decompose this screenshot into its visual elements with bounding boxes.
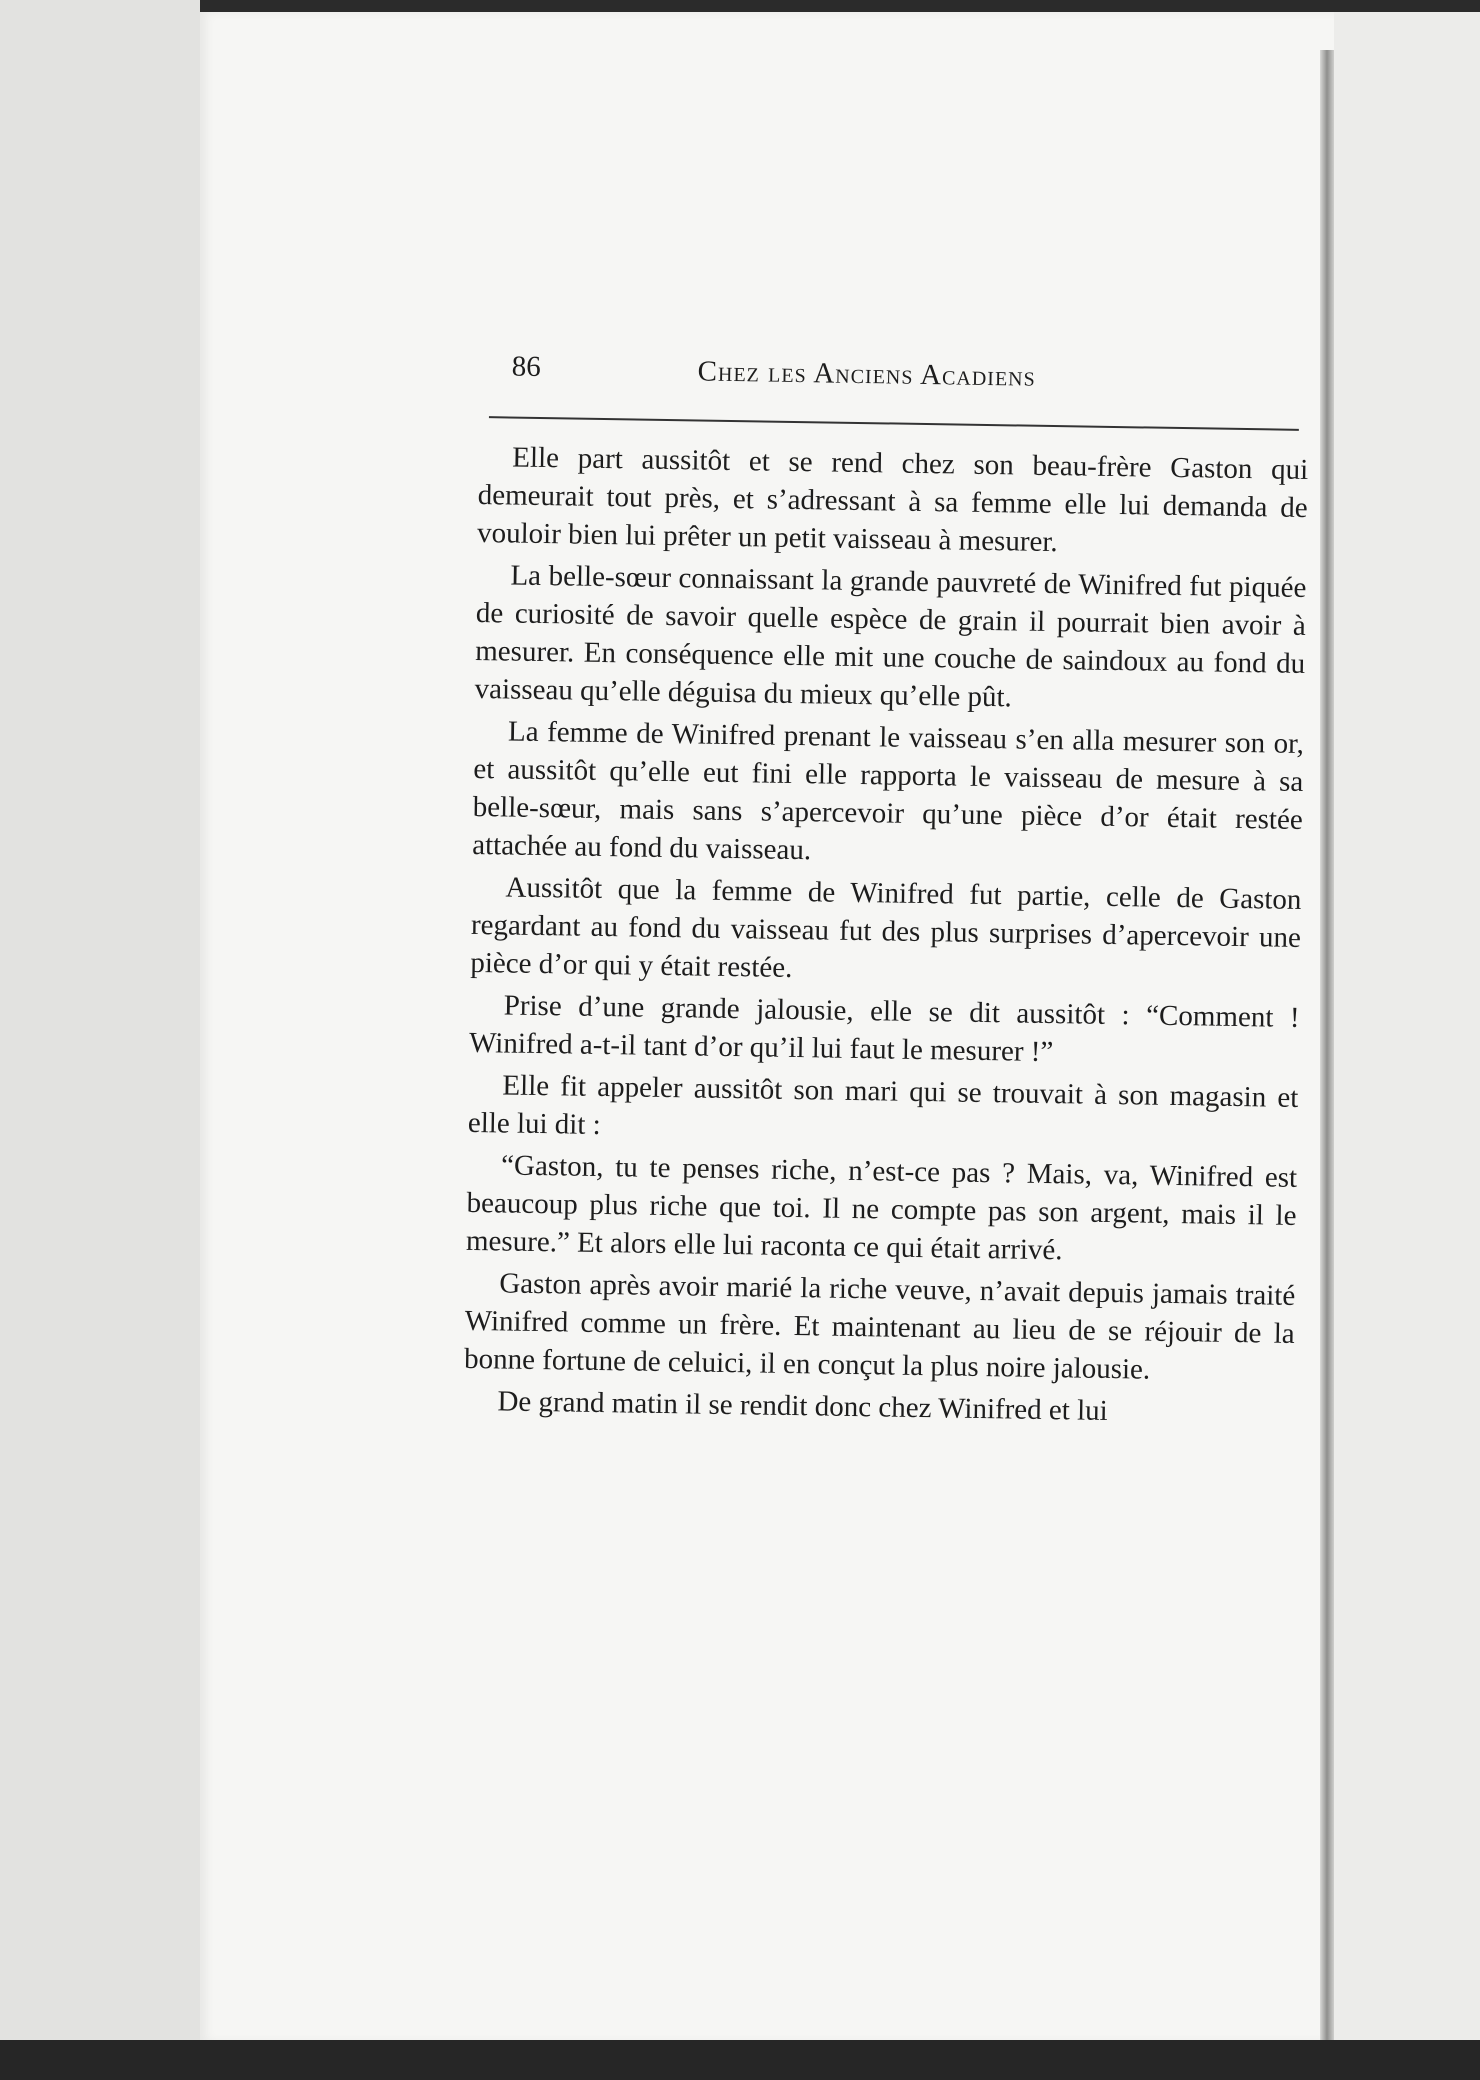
paragraph-4: Aussitôt que la femme de Winifred fut partie, celle de Gaston regardant au fond du vaisseau fut des plus surprises d’apercevoir une pièce d’or qui y était restée. — [470, 871, 1302, 984]
paragraph-5: Prise d’une grande jalousie, elle se dit aussitôt : “Comment ! Winifred a-t-il tant d’or qu’il lui faut le mesurer !” — [468, 989, 1300, 1069]
running-head — [479, 350, 1310, 423]
paragraph-8: Gaston après avoir marié la riche veuve, n’avait depuis jamais traité Winifred comme un frère. Et maintenant au lieu de se réjouir de la bonne fortune de celuici, il en conçut la plus noire jalousie. — [463, 1267, 1296, 1386]
running-title: Chez les Anciens Acadiens — [697, 355, 1037, 393]
paragraph-9: De grand matin il se rendit donc chez Winifred et lui — [497, 1385, 1108, 1427]
scan-bottom-border — [0, 2040, 1480, 2080]
page-edge-shadow — [1320, 50, 1334, 2040]
scan-left-margin — [0, 0, 200, 2040]
paragraph-3: La femme de Winifred prenant le vaisseau s’en alla mesurer son or, et aussitôt qu’elle eut fini elle rapporta le vaisseau de mesure à sa belle-sœur, mais sans s’apercevoir qu’une pièce d’or était restée attachée au fond du vaisseau. — [471, 715, 1305, 867]
page-text-block — [463, 350, 1310, 1437]
paragraph-2: La belle-sœur connaissant la grande pauvreté de Winifred fut piquée de curiosité de savoir quelle espèce de grain il pourrait bien avoir à mesurer. En conséquence elle mit une couche de saindoux au fond du vaisseau qu’elle déguisa du mieux qu’elle pût. — [474, 559, 1307, 714]
paragraph-1: Elle part aussitôt et se rend chez son beau-frère Gaston qui demeurait tout près, et s’adressant à sa femme elle lui demanda de vouloir bien lui prêter un petit vaisseau à mesurer. — [476, 441, 1309, 559]
paragraph-6: Elle fit appeler aussitôt son mari qui se trouvait à son magasin et elle lui dit : — [467, 1069, 1299, 1141]
scan-right-margin — [1334, 12, 1480, 2042]
page-number: 86 — [511, 350, 541, 383]
paragraph-7: “Gaston, tu te penses riche, n’est-ce pas ? Mais, va, Winifred est beaucoup plus riche que toi. Il ne compte pas son argent, mais il le mesure.” Et alors elle lui raconta ce qui était arrivé. — [465, 1149, 1298, 1267]
